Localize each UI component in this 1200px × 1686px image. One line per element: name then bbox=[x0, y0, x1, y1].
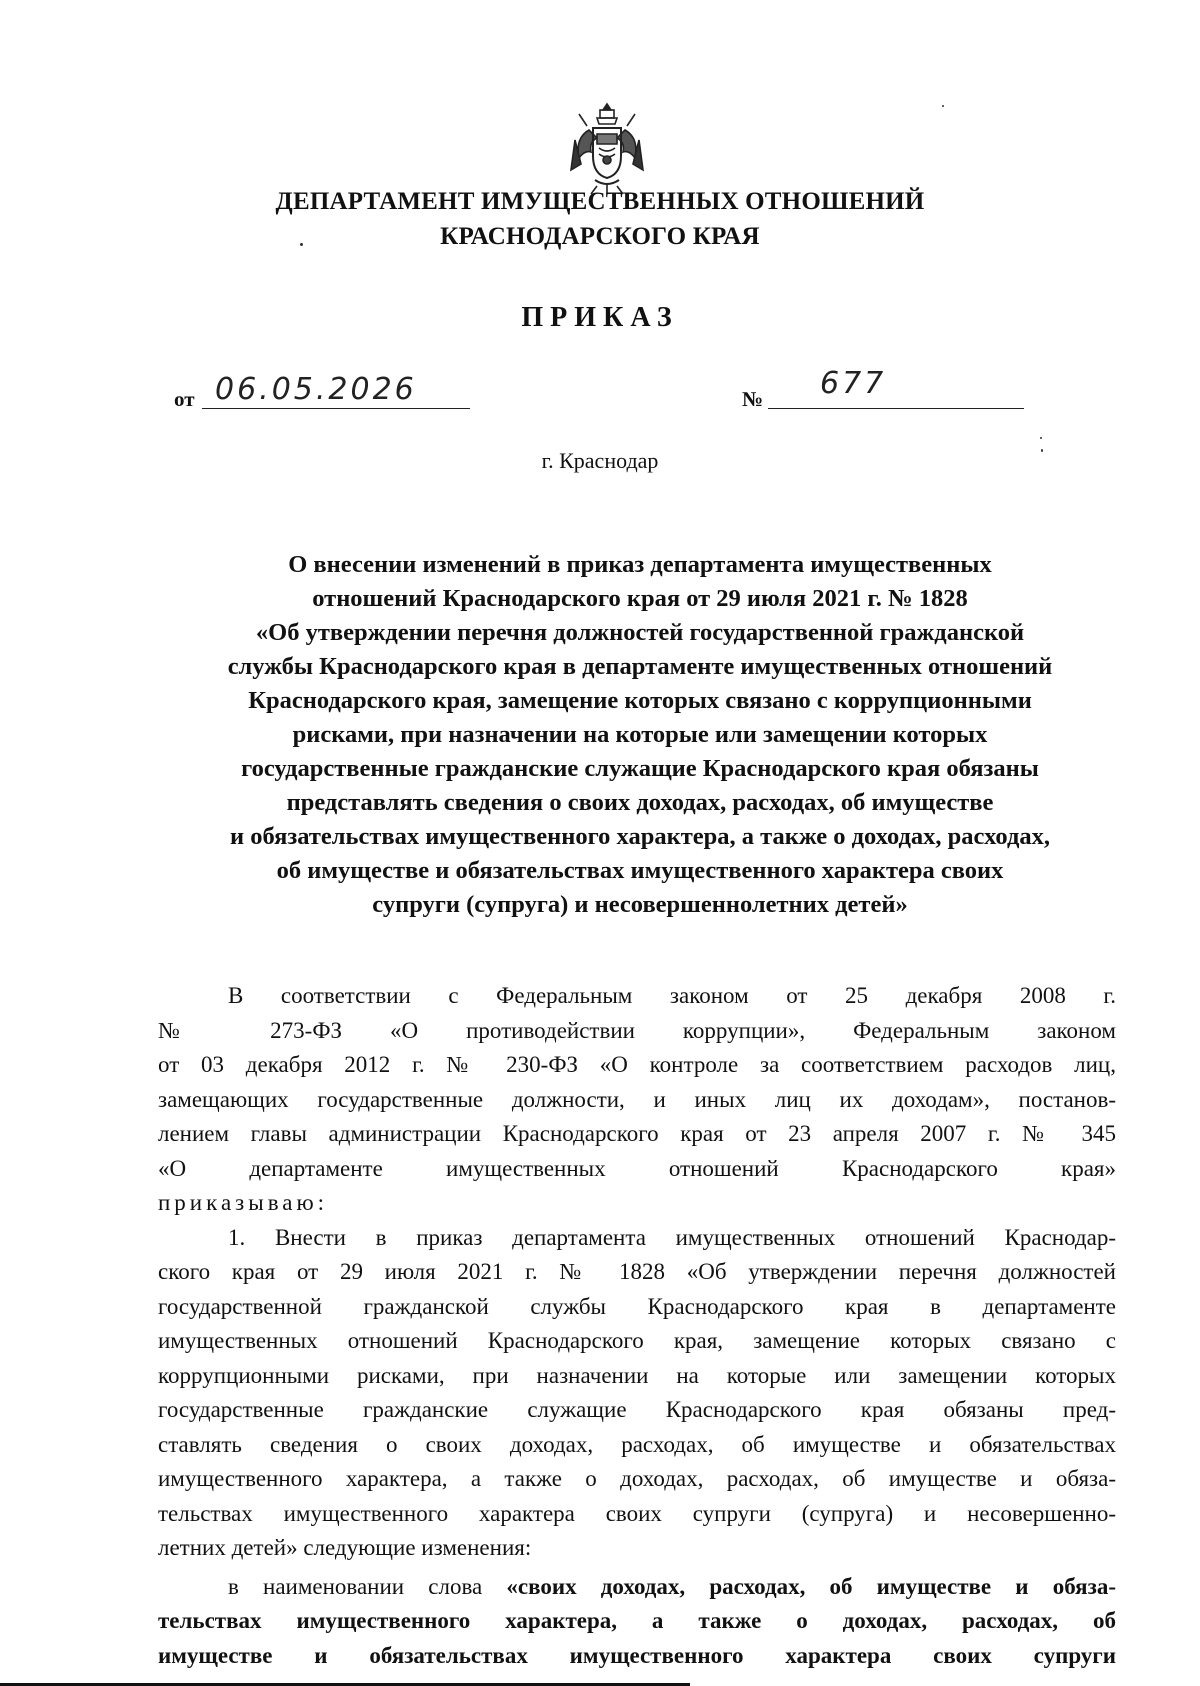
title-line: «Об утверждении перечня должностей государственной гражданской bbox=[255, 619, 1025, 646]
organization-name-line-1: ДЕПАРТАМЕНТ ИМУЩЕСТВЕННЫХ ОТНОШЕНИЙ bbox=[275, 188, 925, 215]
title-line: рисками, при назначении на которые или замещении которых bbox=[292, 721, 988, 748]
title-line: супруги (супруга) и несовершеннолетних детей» bbox=[372, 891, 908, 918]
organization-name-line-2: КРАСНОДАРСКОГО КРАЯ bbox=[440, 223, 760, 250]
document-type: ПРИКАЗ bbox=[521, 302, 679, 333]
title-line: Краснодарского края, замещение которых связано с коррупционными bbox=[248, 687, 1032, 714]
amendment-quote: «своих доходах, расходах, об имуществе и обяза- bbox=[506, 1573, 1116, 1599]
number-underline bbox=[768, 408, 1024, 409]
body-line: ставлять сведения о своих доходах, расходах, об имуществе и обязательствах bbox=[158, 1431, 1116, 1457]
body-line: замещающих государственные должности, и иных лиц их доходам», постанов- bbox=[158, 1086, 1116, 1112]
body-line: имущественных отношений Краснодарского края, замещение которых связано с bbox=[158, 1328, 1116, 1353]
title-line: службы Краснодарского края в департаменте имущественных отношений bbox=[227, 653, 1053, 680]
body-line: имущественного характера, а также о доходах, расходах, об имуществе и обяза- bbox=[158, 1466, 1116, 1491]
amendment-line bbox=[158, 1570, 1116, 1605]
scan-speck bbox=[300, 243, 303, 246]
order-word: приказываю: bbox=[158, 1190, 329, 1215]
document-title bbox=[160, 548, 1120, 922]
amendment-line: тельствах имущественного характера, а также о доходах, расходах, об bbox=[158, 1608, 1116, 1633]
body-line: от 03 декабря 2012 г. № 230-ФЗ «О контроле за соответствием расходов лиц, bbox=[158, 1052, 1116, 1077]
body-line: тельствах имущественного характера своих супруги (супруга) и несовершенно- bbox=[158, 1500, 1116, 1526]
document-body bbox=[158, 979, 1116, 1673]
title-line: государственные гражданские служащие Краснодарского края обязаны bbox=[241, 755, 1039, 782]
title-line: отношений Краснодарского края от 29 июля 2021 г. № 1828 bbox=[312, 585, 968, 612]
title-line: О внесении изменений в приказ департамента имущественных bbox=[288, 551, 992, 578]
number-label: № bbox=[742, 387, 764, 411]
date-underline bbox=[202, 408, 470, 409]
body-line: государственной гражданской службы Краснодарского края в департаменте bbox=[158, 1293, 1116, 1319]
body-line: ского края от 29 июля 2021 г. № 1828 «Об утверждении перечня должностей bbox=[158, 1259, 1116, 1284]
title-line: представлять сведения о своих доходах, расходах, об имуществе bbox=[286, 789, 994, 816]
title-line: об имуществе и обязательствах имущественного характера своих bbox=[276, 857, 1004, 884]
body-line: № 273-ФЗ «О противодействии коррупции», Федеральным законом bbox=[158, 1017, 1116, 1043]
scan-speck bbox=[1041, 449, 1043, 452]
body-line: В соответствии с Федеральным законом от 25 декабря 2008 г. bbox=[228, 983, 1116, 1008]
scan-speck bbox=[1040, 437, 1042, 439]
amendment-intro: в наименовании слова bbox=[228, 1573, 507, 1599]
date-label: от bbox=[174, 387, 195, 411]
body-line: государственные гражданские служащие Краснодарского края обязаны пред- bbox=[158, 1397, 1116, 1422]
amendment-line: имуществе и обязательствах имущественного характера своих супруги bbox=[158, 1642, 1116, 1668]
body-line: коррупционными рисками, при назначении на которые или замещении которых bbox=[158, 1362, 1116, 1388]
city: г. Краснодар bbox=[541, 448, 659, 473]
coat-of-arms-emblem bbox=[567, 100, 647, 200]
scan-speck bbox=[942, 105, 944, 107]
body-line: лением главы администрации Краснодарского края от 23 апреля 2007 г. № 345 bbox=[158, 1121, 1116, 1146]
date-value-handwritten: 06.05.2026 bbox=[215, 372, 417, 407]
body-line: летних детей» следующие изменения: bbox=[158, 1535, 532, 1560]
body-line: 1. Внести в приказ департамента имущественных отношений Краснодар- bbox=[228, 1224, 1116, 1250]
title-line: и обязательствах имущественного характера, а также о доходах, расходах, bbox=[230, 823, 1050, 850]
number-value-handwritten: 677 bbox=[820, 366, 887, 401]
body-line: «О департаменте имущественных отношений Краснодарского края» bbox=[158, 1155, 1116, 1181]
